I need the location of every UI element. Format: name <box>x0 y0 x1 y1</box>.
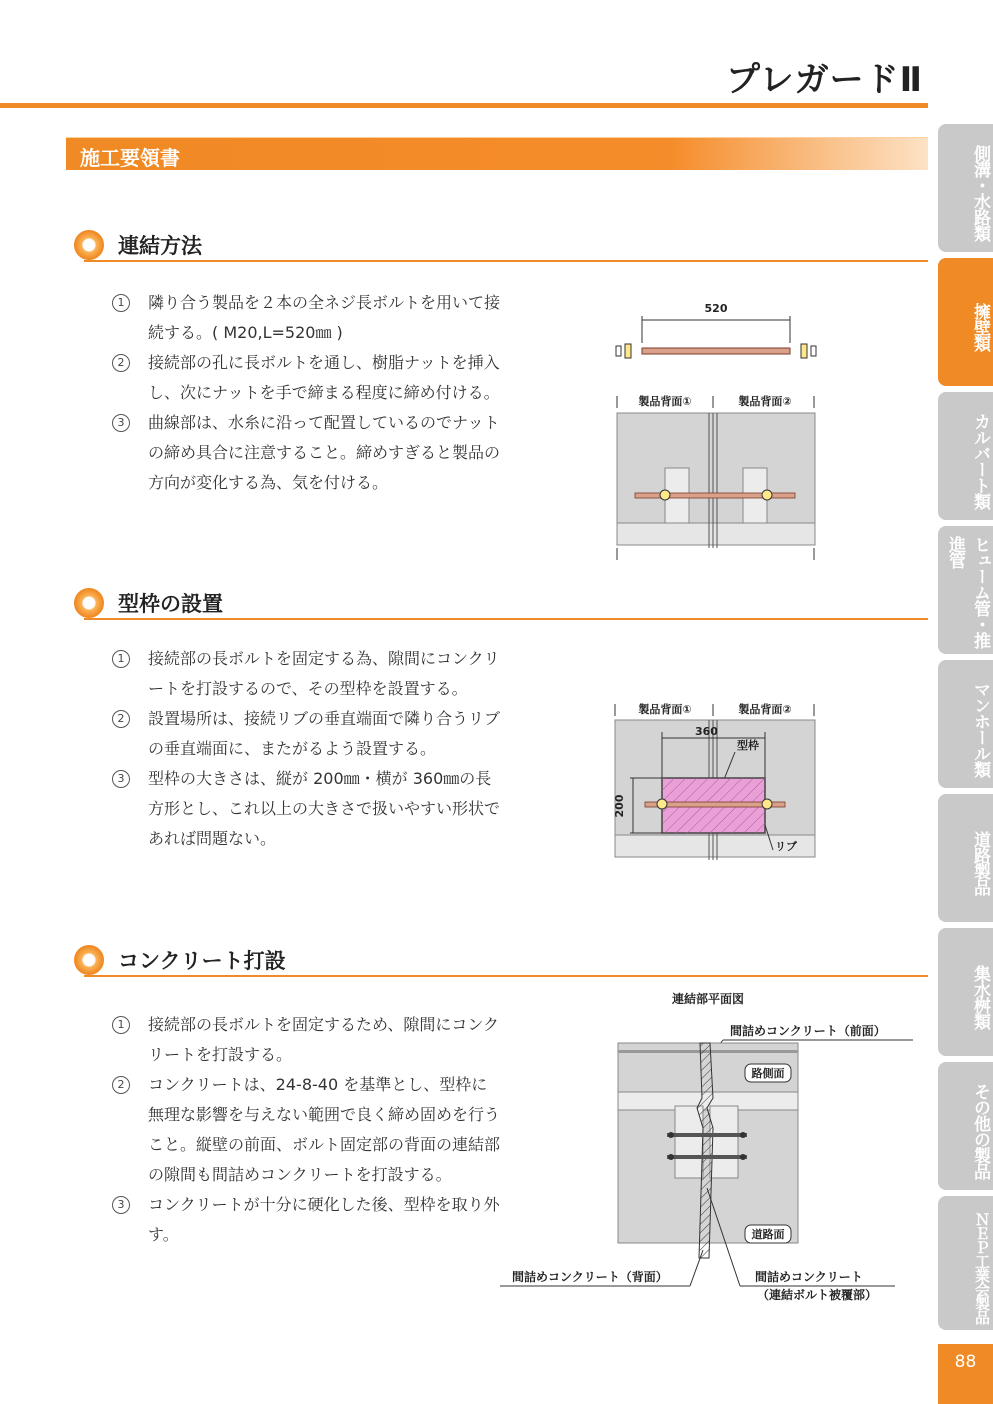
bullet-icon <box>74 230 104 260</box>
list-item <box>112 1010 502 1070</box>
item-text: コンクリートは、24-8-40 を基準とし、型枠に無理な影響を与えない範囲で良く締め固めを行うこと。縦壁の前面、ボルト固定部の背面の連結部の隙間も間詰めコンクリートを打設する。 <box>148 1075 501 1184</box>
item-number: 2 <box>112 1076 130 1094</box>
item-text: 接続部の長ボルトを固定するため、隙間にコンクリートを打設する。 <box>148 1015 500 1064</box>
front-fill-label: 間詰めコンクリート（前面） <box>730 1024 886 1038</box>
item-number: 3 <box>112 414 130 432</box>
page-number: 88 <box>938 1344 993 1404</box>
dimension-label: 520 <box>704 302 728 315</box>
road-side-label: 路側面 <box>751 1067 785 1080</box>
item-text: 隣り合う製品を２本の全ネジ長ボルトを用いて接続する。( M20,L=520㎜ ) <box>148 293 501 342</box>
product-title: プレガードⅡ <box>725 60 923 100</box>
back-label-1: 製品背面① <box>638 395 692 408</box>
list-item <box>112 288 502 348</box>
item-number: 1 <box>112 1016 130 1034</box>
bolt-fill-label-1: 間詰めコンクリート <box>755 1270 863 1284</box>
road-face-label: 道路面 <box>751 1228 785 1241</box>
section-title: コンクリート打設 <box>118 949 286 973</box>
section-rule <box>84 618 928 620</box>
height-label: 200 <box>613 794 626 818</box>
back-label-1: 製品背面① <box>638 703 692 716</box>
item-text: 接続部の孔に長ボルトを通し、樹脂ナットを挿入し、次にナットを手で締まる程度に締め付ける。 <box>148 353 500 402</box>
back-fill-label: 間詰めコンクリート（背面） <box>512 1270 668 1284</box>
section-items-formwork <box>112 644 502 854</box>
section-rule <box>84 260 928 262</box>
list-item <box>112 348 502 408</box>
list-item <box>112 764 502 854</box>
section-items-connection <box>112 288 502 498</box>
list-item <box>112 408 502 498</box>
side-tab-road-products[interactable]: 道路製品 <box>938 794 993 922</box>
item-number: 3 <box>112 770 130 788</box>
side-tab-catch-basins[interactable]: 集水桝類 <box>938 928 993 1056</box>
bullet-icon <box>74 588 104 618</box>
item-text: 曲線部は、水糸に沿って配置しているのでナットの締め具合に注意すること。締めすぎると製品の方向が変化する為、気を付ける。 <box>148 413 501 492</box>
rib-label: リブ <box>775 840 797 853</box>
plan-title: 連結部平面図 <box>671 992 745 1006</box>
header-rule <box>0 103 928 108</box>
section-rule <box>84 975 928 977</box>
item-number: 2 <box>112 354 130 372</box>
side-tab-culverts[interactable]: カルバート類 <box>938 392 993 520</box>
side-tab-retaining-walls[interactable]: 擁壁類 <box>938 258 993 386</box>
side-tab-hume-pipes[interactable]: ヒューム管・推進管 <box>938 526 993 654</box>
side-tab-other-products[interactable]: その他の製品 <box>938 1062 993 1190</box>
list-item <box>112 704 502 764</box>
width-label: 360 <box>695 725 718 738</box>
side-tab-nep-products[interactable]: ＮＥＰ工業会製品 <box>938 1196 993 1330</box>
item-text: 設置場所は、接続リブの垂直端面で隣り合うリブの垂直端面に、またがるよう設置する。 <box>148 709 501 758</box>
item-number: 3 <box>112 1196 130 1214</box>
figure-bolt-connection <box>605 298 825 568</box>
item-text: コンクリートが十分に硬化した後、型枠を取り外す。 <box>148 1195 500 1244</box>
section-title: 型枠の設置 <box>118 592 223 616</box>
back-label-2: 製品背面② <box>738 703 792 716</box>
section-banner <box>66 137 928 170</box>
item-number: 1 <box>112 294 130 312</box>
figure-connection-plan <box>495 988 920 1308</box>
section-heading-connection <box>74 230 928 262</box>
list-item <box>112 1190 502 1250</box>
figure-formwork <box>605 700 825 880</box>
list-item <box>112 1070 502 1190</box>
section-heading-concrete <box>74 945 928 977</box>
side-tab-manholes[interactable]: マンホール類 <box>938 660 993 788</box>
item-text: 型枠の大きさは、縦が 200㎜・横が 360㎜の長方形とし、これ以上の大きさで扱いやすい形状であれば問題ない。 <box>148 769 501 848</box>
section-title: 連結方法 <box>118 234 202 258</box>
item-number: 2 <box>112 710 130 728</box>
section-items-concrete <box>112 1010 502 1250</box>
bolt-fill-label-2: （連結ボルト被覆部） <box>757 1288 878 1302</box>
banner-title: 施工要領書 <box>80 146 180 170</box>
bullet-icon <box>74 945 104 975</box>
list-item <box>112 644 502 704</box>
section-heading-formwork <box>74 588 928 620</box>
side-tab-gutters[interactable]: 側溝・水路類 <box>938 124 993 252</box>
form-label: 型枠 <box>737 739 759 752</box>
back-label-2: 製品背面② <box>738 395 792 408</box>
item-text: 接続部の長ボルトを固定する為、隙間にコンクリートを打設するので、その型枠を設置する。 <box>148 649 500 698</box>
item-number: 1 <box>112 650 130 668</box>
